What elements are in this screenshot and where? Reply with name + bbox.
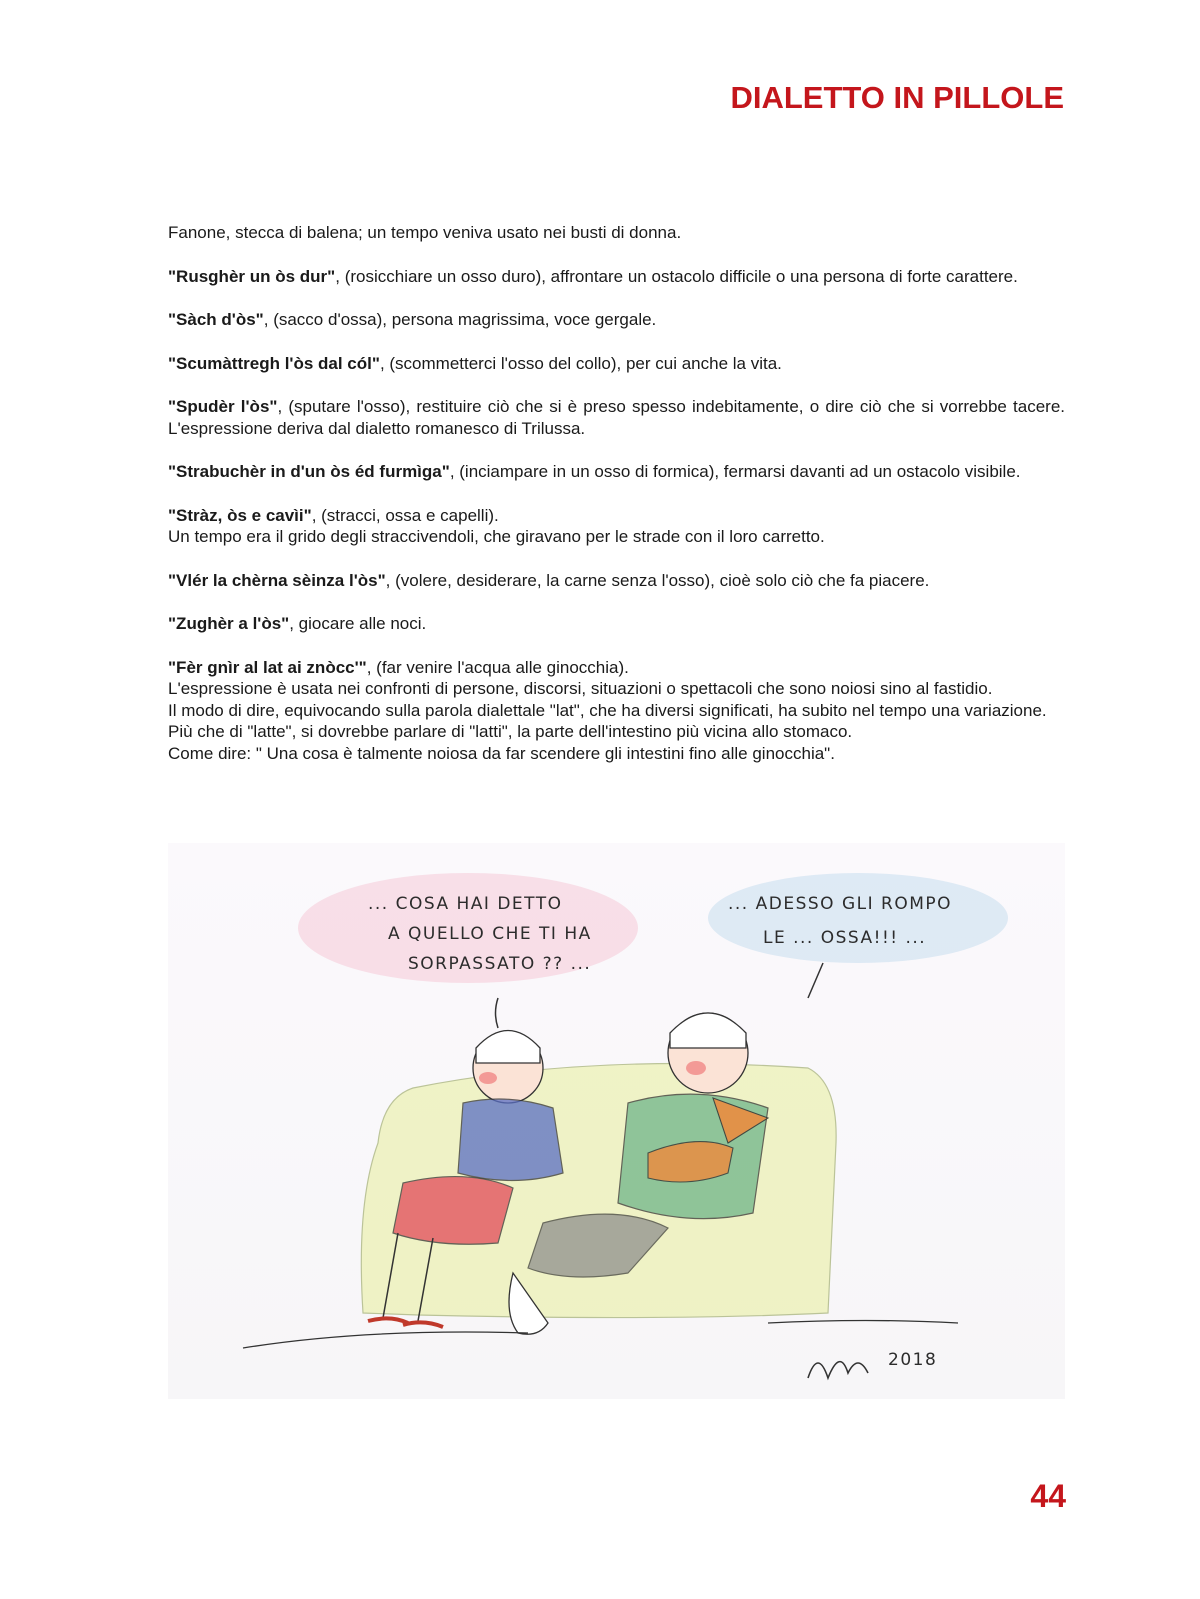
page-number: 44 [1030, 1478, 1066, 1514]
dialect-term: "Stràz, òs e cavìi" [168, 505, 312, 525]
entry-extra-line: Un tempo era il grido degli straccivendoli, che giravano per le strade con il loro carretto. [168, 527, 825, 546]
dialect-term: "Spudèr l'òs" [168, 397, 278, 416]
dialect-entry [168, 309, 1065, 331]
term-definition: , giocare alle noci. [289, 614, 427, 633]
term-definition: , (inciampare in un osso di formica), fermarsi davanti ad un ostacolo visibile. [449, 462, 1021, 481]
dialect-entry [168, 461, 1065, 483]
entry-line [168, 396, 1065, 439]
term-definition: , (volere, desiderare, la carne senza l'osso), cioè solo ciò che fa piacere. [385, 570, 930, 590]
intro-paragraph: Fanone, stecca di balena; un tempo veniva usato nei busti di donna. [168, 223, 682, 242]
term-definition: , (scommetterci l'osso del collo), per cui anche la vita. [379, 353, 782, 373]
entry-line [168, 353, 1065, 375]
term-definition: , (sputare l'osso), restituire ciò che si è preso spesso indebitamente, o dire ciò che si vorrebbe tacere. L'espressione deriva dal dialetto romanesco di Trilussa. [168, 397, 1066, 438]
entry-line [168, 461, 1065, 483]
left-bubble-line: A QUELLO CHE TI HA [388, 924, 592, 944]
dialect-term: "Sàch d'òs" [168, 310, 264, 329]
entry-line [168, 570, 1065, 592]
term-definition: , (rosicchiare un osso duro), affrontare un ostacolo difficile o una persona di forte carattere. [335, 266, 1018, 286]
dialect-entry [168, 570, 1065, 592]
dialect-term: "Rusghèr un òs dur" [168, 266, 336, 286]
dialect-entry [168, 266, 1065, 288]
dialect-term: "Vlér la chèrna sèinza l'òs" [168, 570, 386, 590]
entry-line [168, 613, 1065, 635]
term-definition: , (far venire l'acqua alle ginocchia). [366, 657, 629, 677]
dialect-term: "Scumàttregh l'òs dal cól" [168, 353, 380, 373]
dialect-term: "Fèr gnìr al lat ai znòcc'" [168, 657, 367, 677]
left-bubble-line: ... COSA HAI DETTO [368, 894, 563, 914]
dialect-term: "Strabuchèr in d'un òs éd furmìga" [168, 462, 450, 481]
signature-year: 2018 [888, 1350, 938, 1370]
entry-line [168, 309, 1065, 331]
dialect-term: "Zughèr a l'òs" [168, 614, 290, 633]
left-bubble-line: SORPASSATO ?? ... [408, 954, 592, 974]
right-bubble-line: LE ... OSSA!!! ... [763, 928, 927, 948]
text-body [168, 222, 1065, 786]
dialect-entry [168, 657, 1065, 765]
entry-extra-line: L'espressione è usata nei confronti di persone, discorsi, situazioni o spettacoli che sono noiosi sino al fastidio. [168, 679, 993, 698]
cartoon-illustration [168, 843, 1065, 1399]
entries-list [168, 266, 1065, 765]
entry-line [168, 266, 1065, 288]
dialect-entry [168, 505, 1065, 548]
entry-extra-line: Più che di "latte", si dovrebbe parlare di "latti", la parte dell'intestino più vicina allo stomaco. [168, 722, 853, 741]
entry-extra-line: Il modo di dire, equivocando sulla parola dialettale "lat", che ha diversi significati, ha subito nel tempo una variazione. [168, 700, 1047, 720]
right-bubble-line: ... ADESSO GLI ROMPO [728, 894, 952, 914]
entry-line [168, 657, 1065, 679]
term-definition: , (stracci, ossa e capelli). [311, 505, 499, 525]
right-bubble-tint [708, 873, 1008, 963]
entry-line [168, 505, 1065, 527]
dialect-entry [168, 396, 1065, 439]
cartoon-drawing [168, 843, 1065, 1399]
section-title: DIALETTO IN PILLOLE [730, 80, 1064, 115]
dialect-entry [168, 353, 1065, 375]
entry-extra-line: Come dire: " Una cosa è talmente noiosa da far scendere gli intestini fino alle ginocchia". [168, 743, 835, 763]
term-definition: , (sacco d'ossa), persona magrissima, voce gergale. [263, 310, 657, 329]
dialect-entry [168, 613, 1065, 635]
